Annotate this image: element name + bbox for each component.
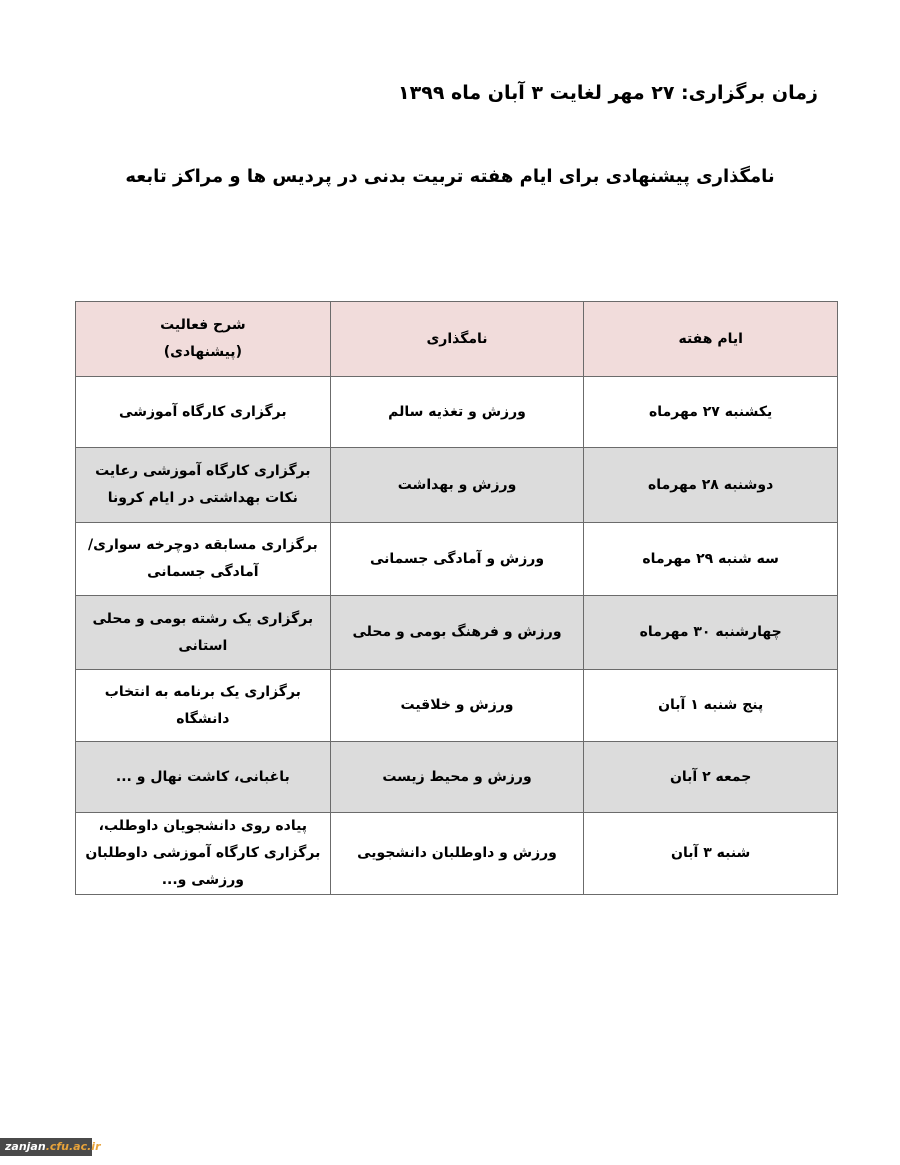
- cell-day: سه شنبه ۲۹ مهرماه: [584, 523, 838, 596]
- column-header-description-line1: شرح فعالیت: [160, 317, 246, 333]
- cell-name: ورزش و آمادگی جسمانی: [330, 523, 584, 596]
- cell-day: شنبه ۳ آبان: [584, 813, 838, 895]
- cell-description: برگزاری کارگاه آموزشی: [76, 377, 331, 448]
- site-watermark-badge[interactable]: [0, 1138, 101, 1156]
- cell-description: برگزاری کارگاه آموزشی رعایت نکات بهداشتی در ایام کرونا: [76, 448, 331, 523]
- table-row: [76, 813, 838, 895]
- watermark-host: zanjan: [5, 1140, 46, 1153]
- page-title: نامگذاری پیشنهادی برای ایام هفته تربیت بدنی در پردیس ها و مراکز تابعه: [125, 166, 775, 187]
- cell-name: ورزش و داوطلبان دانشجویی: [330, 813, 584, 895]
- cell-day: چهارشنبه ۳۰ مهرماه: [584, 596, 838, 670]
- cell-description: برگزاری مسابقه دوچرخه سواری/ آمادگی جسمانی: [76, 523, 331, 596]
- cell-day: دوشنبه ۲۸ مهرماه: [584, 448, 838, 523]
- cell-name: ورزش و فرهنگ بومی و محلی: [330, 596, 584, 670]
- cell-description: باغبانی، کاشت نهال و ...: [76, 742, 331, 813]
- table-header-row: [76, 302, 838, 377]
- cell-description: پیاده روی دانشجویان داوطلب، برگزاری کارگاه آموزشی داوطلبان ورزشی و...: [76, 813, 331, 895]
- column-header-description-line2: (پیشنهادی): [163, 344, 242, 360]
- cell-day: جمعه ۲ آبان: [584, 742, 838, 813]
- cell-name: ورزش و خلاقیت: [330, 670, 584, 742]
- table-row: [76, 377, 838, 448]
- column-header-name: نامگذاری: [330, 302, 584, 377]
- table-row: [76, 742, 838, 813]
- cell-name: ورزش و بهداشت: [330, 448, 584, 523]
- cell-day: پنج شنبه ۱ آبان: [584, 670, 838, 742]
- table-row: [76, 670, 838, 742]
- table-row: [76, 523, 838, 596]
- cell-description: برگزاری یک رشته بومی و محلی استانی: [76, 596, 331, 670]
- table-row: [76, 596, 838, 670]
- column-header-day: ایام هفته: [584, 302, 838, 377]
- column-header-description: [76, 302, 331, 377]
- cell-day: یکشنبه ۲۷ مهرماه: [584, 377, 838, 448]
- event-date-line: زمان برگزاری: ۲۷ مهر لغایت ۳ آبان ماه ۱۳۹۹: [398, 82, 818, 104]
- cell-name: ورزش و محیط زیست: [330, 742, 584, 813]
- cell-description: برگزاری یک برنامه به انتخاب دانشگاه: [76, 670, 331, 742]
- table-row: [76, 448, 838, 523]
- week-schedule-table: [75, 301, 838, 895]
- watermark-domain: .cfu.ac.ir: [45, 1140, 101, 1153]
- cell-name: ورزش و تغذیه سالم: [330, 377, 584, 448]
